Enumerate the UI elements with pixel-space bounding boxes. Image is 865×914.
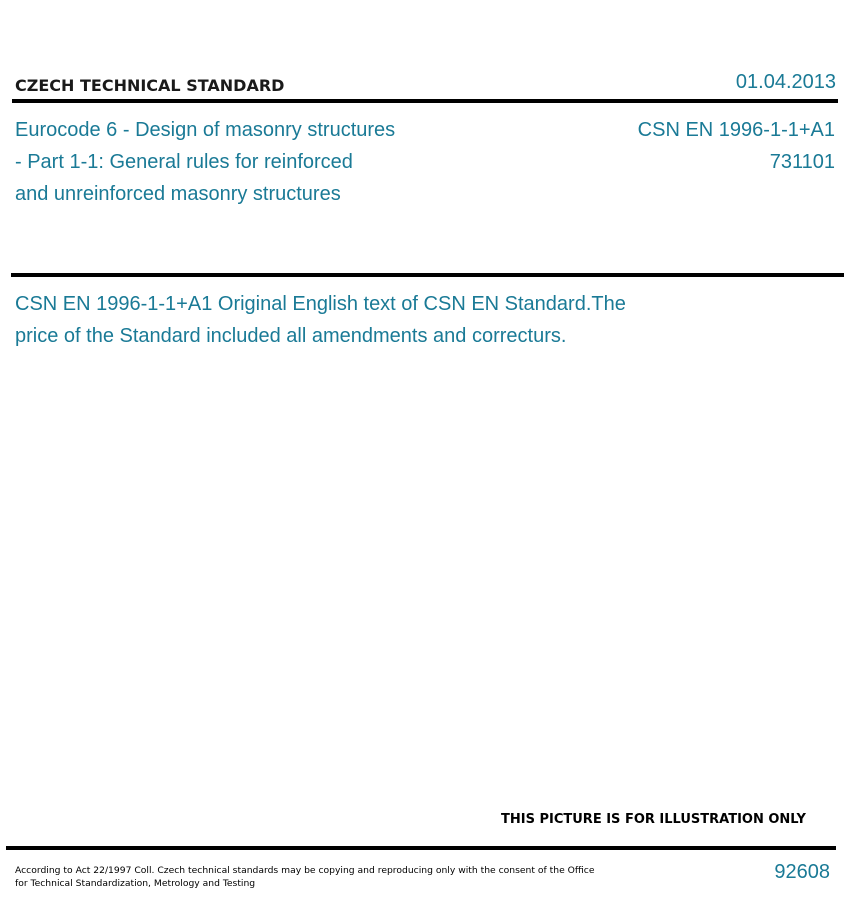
title-line-3: and unreinforced masonry structures <box>15 183 341 205</box>
legal-notice <box>15 864 594 890</box>
description-line-2: price of the Standard included all amendments and correcturs. <box>15 325 567 347</box>
illustration-note: THIS PICTURE IS FOR ILLUSTRATION ONLY <box>501 812 806 827</box>
standard-title <box>15 114 445 210</box>
title-line-1: Eurocode 6 - Design of masonry structures <box>15 119 396 141</box>
publication-date: 01.04.2013 <box>735 71 836 93</box>
standard-number: CSN EN 1996-1-1+A1 <box>637 119 835 141</box>
standard-codes <box>638 114 835 178</box>
legal-line-1: According to Act 22/1997 Coll. Czech technical standards may be copying and reproducing only with the consent of the Office <box>15 865 595 876</box>
description-line-1: CSN EN 1996-1-1+A1 Original English text of CSN EN Standard.The <box>15 293 626 315</box>
header-divider <box>12 99 838 103</box>
standard-type-label: CZECH TECHNICAL STANDARD <box>15 76 285 95</box>
section-divider <box>11 273 844 277</box>
legal-line-2: for Technical Standardization, Metrology and Testing <box>15 878 256 889</box>
footer-divider <box>6 846 836 850</box>
standard-description <box>15 288 626 352</box>
document-number: 92608 <box>774 861 830 883</box>
title-line-2: - Part 1-1: General rules for reinforced <box>15 151 353 173</box>
classification-number: 731101 <box>769 151 835 173</box>
